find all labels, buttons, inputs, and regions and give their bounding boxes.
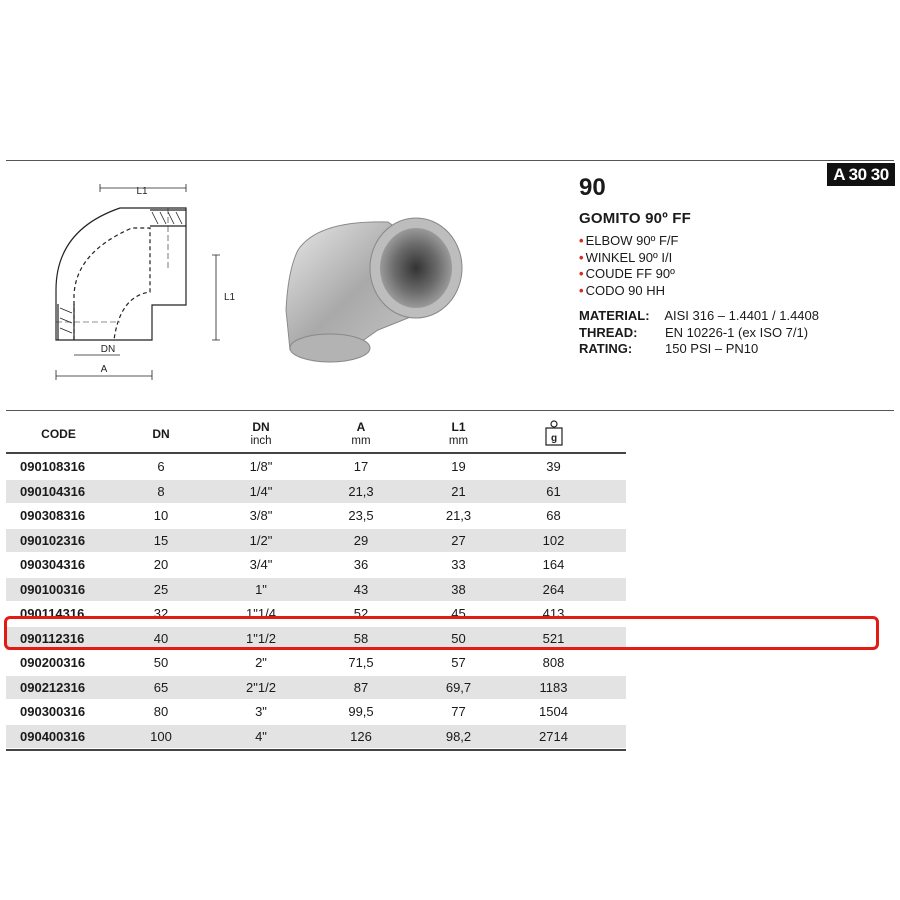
header-l1-mm: L1 mm	[448, 420, 469, 447]
alias-list	[579, 233, 819, 299]
table-cell: 808	[542, 655, 565, 671]
cell-code: 090300316	[20, 704, 86, 720]
table-cell: 69,7	[445, 679, 472, 695]
header-dn: DN	[152, 427, 170, 441]
table-cell: 1/2"	[249, 532, 273, 548]
dim-dn-label: DN	[100, 344, 116, 355]
table-row	[6, 480, 626, 505]
bullet-icon: •	[579, 282, 584, 298]
table-cell: 2"1/2	[246, 679, 276, 695]
table-row	[6, 553, 626, 578]
table-cell: 2714	[539, 728, 568, 744]
cell-code: 090308316	[20, 508, 86, 524]
bullet-icon: •	[579, 266, 584, 281]
table-cell: 1/8"	[249, 459, 273, 475]
table-cell: 1504	[539, 704, 568, 720]
table-cell: 4"	[255, 728, 267, 744]
table-cell: 102	[542, 532, 565, 548]
table-cell: 1/4"	[249, 483, 273, 499]
table-cell: 1"1/4	[246, 606, 276, 622]
table-cell: 20	[153, 557, 169, 573]
table-cell: 27	[451, 532, 466, 548]
table-row	[6, 700, 626, 725]
cell-code: 090200316	[20, 655, 86, 671]
table-cell: 8	[157, 483, 165, 499]
table-cell: 17	[353, 459, 369, 475]
table-cell: 23,5	[348, 508, 374, 524]
table-cell: 1183	[539, 679, 568, 695]
table-cell: 2"	[255, 655, 267, 671]
product-photo	[278, 210, 468, 370]
table-body	[6, 455, 626, 749]
table-cell: 45	[451, 606, 466, 622]
table-cell: 29	[353, 532, 369, 548]
cell-code: 090304316	[20, 557, 86, 573]
cell-code: 090114316	[20, 606, 85, 622]
header-dn-inch: DN inch	[250, 420, 272, 447]
dim-l1-side-label: L1	[224, 292, 236, 303]
header-weight	[506, 419, 601, 450]
spec-rating: RATING: 150 PSI – PN10	[579, 341, 759, 356]
bullet-icon: •	[579, 233, 584, 248]
cell-code: 090100316	[20, 581, 86, 597]
table-cell: 264	[542, 581, 565, 597]
alias-item: • COUDE FF 90º	[579, 266, 675, 281]
table-row	[6, 578, 626, 603]
table-cell: 71,5	[348, 655, 374, 671]
dim-l1-top-label: L1	[136, 186, 148, 197]
svg-text:g: g	[550, 432, 557, 444]
cell-code: 090108316	[20, 459, 86, 475]
alias-item: • WINKEL 90º I/I	[579, 249, 673, 265]
table-cell: 100	[150, 728, 172, 744]
table-cell: 61	[546, 483, 561, 499]
table-row	[6, 504, 626, 529]
table-cell: 126	[350, 728, 372, 744]
table-cell: 99,5	[348, 704, 374, 720]
table-cell: 39	[546, 459, 561, 475]
technical-drawing	[40, 180, 240, 390]
table-cell: 32	[153, 606, 169, 622]
table-row	[6, 725, 626, 750]
table-row	[6, 529, 626, 554]
table-cell: 77	[451, 704, 466, 720]
table-cell: 413	[542, 606, 565, 622]
table-cell: 40	[153, 630, 169, 646]
table-cell: 98,2	[445, 728, 472, 744]
product-info	[579, 174, 819, 358]
alias-item: • CODO 90 HH	[579, 282, 666, 298]
table-cell: 38	[451, 581, 466, 597]
dim-a-label: A	[100, 364, 108, 375]
weight-icon	[543, 419, 565, 447]
header-code: CODE	[41, 427, 76, 441]
table-bottom-rule	[6, 749, 626, 751]
catalog-section-badge: A 30 30	[827, 163, 895, 186]
table-cell: 80	[153, 704, 169, 720]
table-cell: 65	[153, 679, 169, 695]
table-cell: 3/8"	[249, 508, 273, 524]
table-cell: 21,3	[348, 483, 374, 499]
cell-code: 090102316	[20, 532, 86, 548]
table-cell: 87	[353, 679, 369, 695]
product-name: GOMITO 90º FF	[579, 210, 691, 227]
cell-code: 090104316	[20, 483, 86, 499]
table-cell: 36	[353, 557, 369, 573]
product-code: 90	[579, 174, 606, 201]
table-cell: 19	[451, 459, 466, 475]
table-row	[6, 455, 626, 480]
spec-material: MATERIAL: AISI 316 – 1.4401 / 1.4408	[579, 308, 819, 323]
table-cell: 1"	[255, 581, 267, 597]
product-table	[6, 416, 626, 751]
table-row	[6, 651, 626, 676]
table-cell: 3"	[255, 704, 267, 720]
table-cell: 1"1/2	[246, 630, 276, 646]
table-cell: 50	[451, 630, 466, 646]
cell-code: 090112316	[20, 630, 85, 646]
middle-divider	[6, 410, 894, 411]
row-highlight-box	[4, 616, 879, 650]
spec-thread: THREAD: EN 10226-1 (ex ISO 7/1)	[579, 324, 809, 340]
table-cell: 43	[353, 581, 369, 597]
table-cell: 21,3	[445, 508, 472, 524]
table-cell: 15	[153, 532, 169, 548]
table-cell: 6	[157, 459, 165, 475]
table-cell: 33	[451, 557, 466, 573]
table-cell: 68	[546, 508, 561, 524]
table-cell: 3/4"	[249, 557, 273, 573]
cell-code: 090212316	[20, 679, 86, 695]
table-cell: 50	[153, 655, 169, 671]
spec-list	[579, 308, 819, 358]
header-a-mm: A mm	[351, 420, 371, 447]
table-cell: 58	[353, 630, 369, 646]
table-cell: 521	[542, 630, 565, 646]
table-cell: 52	[353, 606, 369, 622]
top-divider	[6, 160, 894, 161]
table-cell: 25	[153, 581, 169, 597]
cell-code: 090400316	[20, 728, 86, 744]
table-header	[6, 416, 626, 454]
bullet-icon: •	[579, 249, 584, 265]
alias-item: • ELBOW 90º F/F	[579, 233, 679, 248]
table-cell: 164	[542, 557, 565, 573]
table-cell: 57	[451, 655, 466, 671]
table-row	[6, 676, 626, 701]
table-cell: 21	[451, 483, 466, 499]
table-cell: 10	[153, 508, 169, 524]
